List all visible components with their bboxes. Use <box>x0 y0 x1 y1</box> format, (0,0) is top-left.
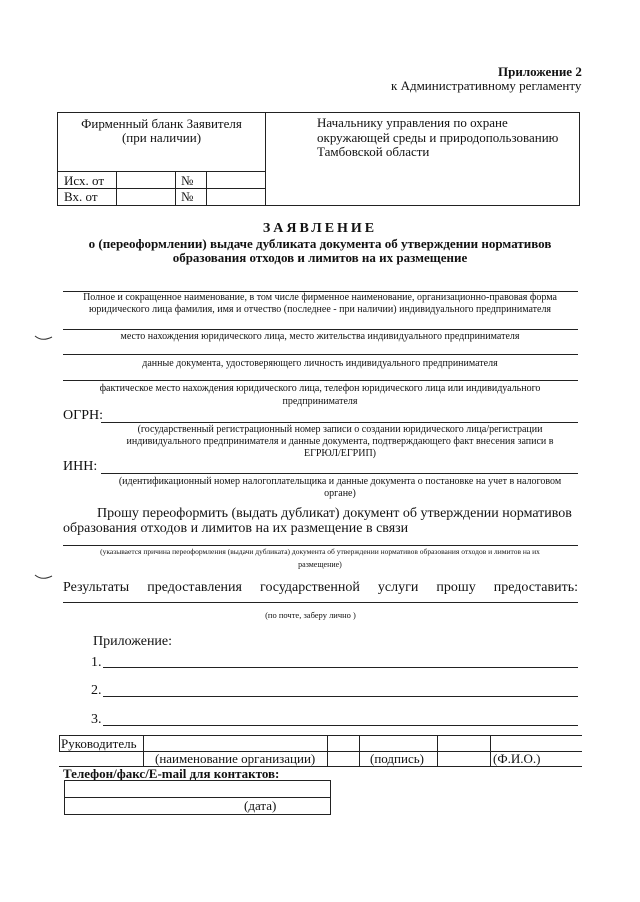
contacts-box[interactable] <box>64 780 331 815</box>
appendix-subtitle: к Административному регламенту <box>391 78 582 93</box>
reason-hint-2: размещение) <box>298 560 342 569</box>
document-subtitle-2: образования отходов и лимитов на их размещение <box>172 250 468 265</box>
contacts-label: Телефон/факс/E-mail для контактов: <box>63 766 280 781</box>
actual-location-hint-1: фактическое место нахождения юридического лица, телефон юридического лица или индивидуального <box>99 383 541 394</box>
applicant-name-hint-2: юридического лица фамилия, имя и отчество (последнее - при наличии) индивидуального предпринимателя <box>88 304 552 315</box>
attachment-line-1[interactable] <box>103 667 578 668</box>
results-word-2: предоставления <box>147 580 242 595</box>
location-line[interactable] <box>63 329 578 330</box>
header-table <box>57 112 580 206</box>
incoming-number-sign: № <box>181 189 194 204</box>
location-hint: место нахождения юридического лица, место жительства индивидуального предпринимателя <box>120 331 520 342</box>
addressee-line-3: Тамбовской области <box>317 144 430 159</box>
head-label: Руководитель <box>61 736 137 751</box>
attachment-line-2[interactable] <box>103 696 578 697</box>
letterhead-note: (при наличии) <box>121 130 202 145</box>
ogrn-label: ОГРН: <box>63 408 103 423</box>
attachments-label: Приложение: <box>93 634 173 649</box>
ogrn-hint-3: ЕГРЮЛ/ЕГРИП) <box>303 448 377 459</box>
actual-location-hint-2: предпринимателя <box>282 396 358 407</box>
results-line[interactable] <box>63 602 578 603</box>
ogrn-hint-1: (государственный регистрационный номер записи о создании юридического лица/регистрации <box>137 424 543 435</box>
results-word-4: услуги <box>377 580 419 595</box>
incoming-label: Вх. от <box>64 189 98 204</box>
outgoing-label: Исх. от <box>64 173 104 188</box>
request-line-1: Прошу переоформить (выдать дубликат) документ об утверждении нормативов <box>97 506 572 521</box>
request-line-2: образования отходов и лимитов на их размещение в связи <box>63 521 409 536</box>
results-word-3: государственной <box>260 580 360 595</box>
reason-hint-1: (указывается причина переоформления (выдачи дубликата) документа об утверждении нормативов образования отходов и лимитов на их <box>100 547 540 556</box>
attachment-line-3[interactable] <box>103 725 578 726</box>
signature-table <box>59 735 582 767</box>
inn-hint-2: органе) <box>324 488 356 499</box>
attachment-item-3: 3. <box>91 712 102 727</box>
applicant-name-hint-1: Полное и сокращенное наименование, в том числе фирменное наименование, организационно-правовая форма <box>83 292 557 303</box>
ogrn-hint-2: индивидуального предпринимателя и данные документа, подтверждающего факт внесения записи в <box>126 436 554 447</box>
outgoing-number-sign: № <box>181 173 194 188</box>
date-hint: (дата) <box>244 798 277 813</box>
addressee-line-2: окружающей среды и природопользованию <box>317 130 559 145</box>
ogrn-line[interactable] <box>101 422 578 423</box>
id-document-hint: данные документа, удостоверяющего личность индивидуального предпринимателя <box>142 358 498 369</box>
inn-hint-1: (идентификационный номер налогоплательщика и данные документа о постановке на учет в налоговом <box>118 476 562 487</box>
results-hint: (по почте, заберу лично ) <box>265 610 356 620</box>
document-title: ЗАЯВЛЕНИЕ <box>262 221 378 236</box>
appendix-title: Приложение 2 <box>498 64 582 79</box>
reason-line[interactable] <box>63 545 578 546</box>
organization-name-hint: (наименование организации) <box>155 751 316 766</box>
addressee-line-1: Начальнику управления по охране <box>317 115 508 130</box>
signature-hint: (подпись) <box>370 751 424 766</box>
id-document-line[interactable] <box>63 354 578 355</box>
letterhead-label: Фирменный бланк Заявителя <box>81 116 242 131</box>
document-subtitle-1: о (переоформлении) выдаче дубликата документа об утверждении нормативов <box>88 236 552 251</box>
attachment-item-2: 2. <box>91 683 102 698</box>
attachment-item-1: 1. <box>91 655 102 670</box>
results-word-6: предоставить: <box>493 580 578 595</box>
inn-line[interactable] <box>101 473 578 474</box>
scan-mark-1 <box>34 333 54 343</box>
actual-location-line[interactable] <box>63 380 578 381</box>
results-word-5: прошу <box>436 580 476 595</box>
fio-hint: (Ф.И.О.) <box>493 751 541 766</box>
results-word-1: Результаты <box>63 580 130 595</box>
results-row <box>63 580 578 596</box>
inn-label: ИНН: <box>63 459 98 474</box>
scan-mark-2 <box>34 572 54 582</box>
